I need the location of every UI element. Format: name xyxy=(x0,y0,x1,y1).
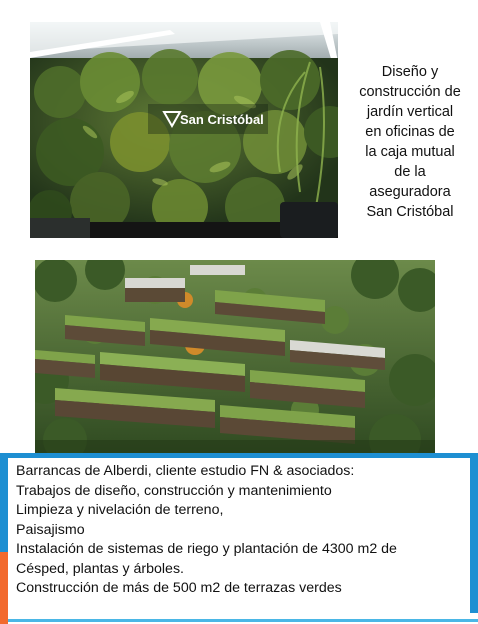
housing-complex-illustration xyxy=(35,260,435,455)
description-line: Césped, plantas y árboles. xyxy=(16,560,184,577)
description-line: Instalación de sistemas de riego y plantación de 4300 m2 de xyxy=(16,541,397,557)
accent-bar-top xyxy=(8,453,478,458)
vertical-garden-illustration xyxy=(30,22,338,238)
description-line: Trabajos de diseño, construcción y mantenimiento xyxy=(16,482,332,499)
vertical-garden-caption: Diseño y construcción de jardín vertical en oficinas de la caja mutual de la aseguradora San Cristóbal xyxy=(359,64,461,220)
description-line: Construcción de más de 500 m2 de terrazas verdes xyxy=(16,580,342,596)
housing-complex-photo xyxy=(35,260,435,455)
description-line: Paisajismo xyxy=(16,521,85,538)
accent-bar-right xyxy=(470,453,478,613)
vertical-garden-photo xyxy=(30,22,338,238)
description-line: Barrancas de Alberdi, cliente estudio FN & asociados: xyxy=(16,463,355,479)
accent-bar-left xyxy=(0,453,8,624)
project-description-box xyxy=(0,453,478,624)
description-line: Limpieza y nivelación de terreno, xyxy=(16,502,224,518)
san-cristobal-logo-text: San Cristóbal xyxy=(180,112,264,127)
project-description-text xyxy=(16,462,466,599)
accent-bar-bottom xyxy=(8,619,478,622)
